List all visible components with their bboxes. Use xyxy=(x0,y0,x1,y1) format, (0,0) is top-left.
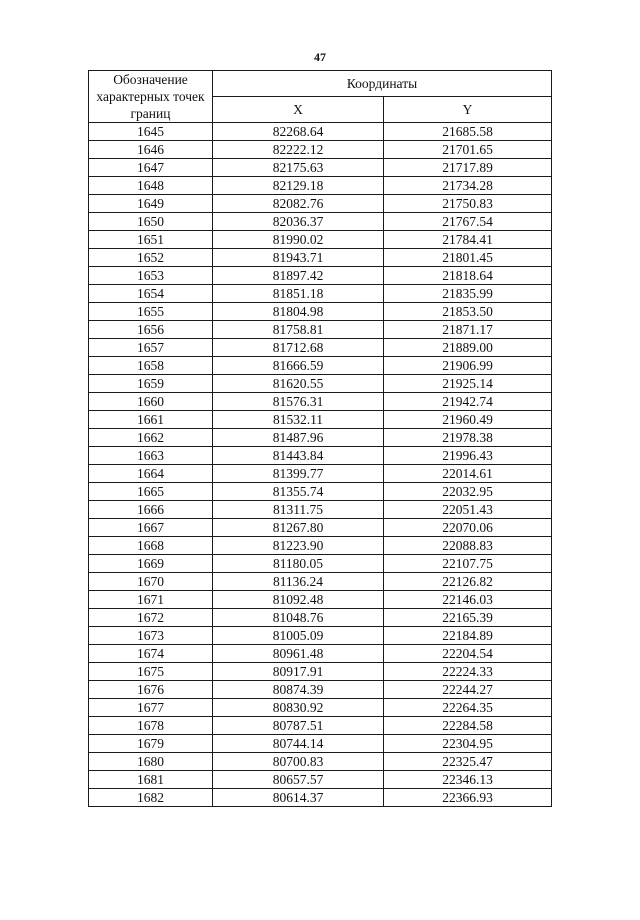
cell-y: 22304.95 xyxy=(384,735,552,753)
cell-x: 81267.80 xyxy=(213,519,384,537)
cell-y: 21889.00 xyxy=(384,339,552,357)
header-coordinates: Координаты xyxy=(213,71,552,97)
cell-point: 1673 xyxy=(89,627,213,645)
table-row xyxy=(89,231,552,249)
coordinates-table xyxy=(88,70,552,807)
table-row xyxy=(89,681,552,699)
cell-point: 1663 xyxy=(89,447,213,465)
table-row xyxy=(89,249,552,267)
cell-point: 1664 xyxy=(89,465,213,483)
cell-y: 22224.33 xyxy=(384,663,552,681)
cell-y: 21835.99 xyxy=(384,285,552,303)
cell-y: 22325.47 xyxy=(384,753,552,771)
table-row xyxy=(89,411,552,429)
cell-y: 21906.99 xyxy=(384,357,552,375)
cell-point: 1680 xyxy=(89,753,213,771)
cell-x: 80961.48 xyxy=(213,645,384,663)
cell-point: 1657 xyxy=(89,339,213,357)
table-row xyxy=(89,303,552,321)
cell-y: 21942.74 xyxy=(384,393,552,411)
cell-y: 22146.03 xyxy=(384,591,552,609)
table-row xyxy=(89,123,552,141)
cell-y: 21801.45 xyxy=(384,249,552,267)
table-row xyxy=(89,753,552,771)
table-row xyxy=(89,735,552,753)
cell-x: 80830.92 xyxy=(213,699,384,717)
cell-x: 80657.57 xyxy=(213,771,384,789)
cell-x: 81990.02 xyxy=(213,231,384,249)
cell-point: 1653 xyxy=(89,267,213,285)
cell-point: 1671 xyxy=(89,591,213,609)
cell-x: 80700.83 xyxy=(213,753,384,771)
table-row xyxy=(89,357,552,375)
cell-y: 21871.17 xyxy=(384,321,552,339)
cell-y: 21685.58 xyxy=(384,123,552,141)
cell-point: 1667 xyxy=(89,519,213,537)
table-row xyxy=(89,267,552,285)
cell-point: 1648 xyxy=(89,177,213,195)
cell-point: 1658 xyxy=(89,357,213,375)
cell-point: 1668 xyxy=(89,537,213,555)
cell-point: 1670 xyxy=(89,573,213,591)
cell-point: 1678 xyxy=(89,717,213,735)
cell-y: 21701.65 xyxy=(384,141,552,159)
cell-x: 81092.48 xyxy=(213,591,384,609)
table-row xyxy=(89,213,552,231)
cell-x: 81443.84 xyxy=(213,447,384,465)
table-row xyxy=(89,339,552,357)
cell-point: 1666 xyxy=(89,501,213,519)
cell-y: 22366.93 xyxy=(384,789,552,807)
cell-y: 21784.41 xyxy=(384,231,552,249)
cell-x: 81576.31 xyxy=(213,393,384,411)
cell-point: 1675 xyxy=(89,663,213,681)
cell-point: 1662 xyxy=(89,429,213,447)
cell-y: 22346.13 xyxy=(384,771,552,789)
table-row xyxy=(89,573,552,591)
cell-x: 81399.77 xyxy=(213,465,384,483)
header-row-top xyxy=(89,71,552,97)
cell-point: 1674 xyxy=(89,645,213,663)
cell-point: 1660 xyxy=(89,393,213,411)
table-row xyxy=(89,501,552,519)
header-y: Y xyxy=(384,97,552,123)
cell-x: 81804.98 xyxy=(213,303,384,321)
table-row xyxy=(89,159,552,177)
cell-point: 1650 xyxy=(89,213,213,231)
cell-x: 81355.74 xyxy=(213,483,384,501)
cell-y: 21978.38 xyxy=(384,429,552,447)
cell-point: 1669 xyxy=(89,555,213,573)
cell-point: 1654 xyxy=(89,285,213,303)
cell-point: 1646 xyxy=(89,141,213,159)
cell-point: 1651 xyxy=(89,231,213,249)
cell-point: 1679 xyxy=(89,735,213,753)
header-x: X xyxy=(213,97,384,123)
table-row xyxy=(89,447,552,465)
cell-x: 81620.55 xyxy=(213,375,384,393)
table-row xyxy=(89,537,552,555)
table-row xyxy=(89,789,552,807)
cell-y: 22014.61 xyxy=(384,465,552,483)
cell-x: 80787.51 xyxy=(213,717,384,735)
cell-x: 82129.18 xyxy=(213,177,384,195)
cell-y: 21767.54 xyxy=(384,213,552,231)
table-row xyxy=(89,177,552,195)
table-row xyxy=(89,285,552,303)
table-header xyxy=(89,71,552,123)
cell-y: 22088.83 xyxy=(384,537,552,555)
cell-point: 1672 xyxy=(89,609,213,627)
cell-y: 22264.35 xyxy=(384,699,552,717)
cell-x: 81897.42 xyxy=(213,267,384,285)
cell-point: 1649 xyxy=(89,195,213,213)
table-row xyxy=(89,141,552,159)
cell-point: 1645 xyxy=(89,123,213,141)
cell-x: 82268.64 xyxy=(213,123,384,141)
cell-y: 22284.58 xyxy=(384,717,552,735)
cell-y: 22204.54 xyxy=(384,645,552,663)
cell-x: 81666.59 xyxy=(213,357,384,375)
table-row xyxy=(89,609,552,627)
cell-point: 1659 xyxy=(89,375,213,393)
cell-x: 81851.18 xyxy=(213,285,384,303)
cell-y: 22107.75 xyxy=(384,555,552,573)
cell-point: 1682 xyxy=(89,789,213,807)
cell-y: 22126.82 xyxy=(384,573,552,591)
cell-point: 1656 xyxy=(89,321,213,339)
cell-y: 22244.27 xyxy=(384,681,552,699)
cell-x: 81943.71 xyxy=(213,249,384,267)
cell-y: 22051.43 xyxy=(384,501,552,519)
table-row xyxy=(89,627,552,645)
cell-point: 1676 xyxy=(89,681,213,699)
cell-point: 1661 xyxy=(89,411,213,429)
table-row xyxy=(89,483,552,501)
table-row xyxy=(89,555,552,573)
cell-y: 21960.49 xyxy=(384,411,552,429)
cell-y: 22032.95 xyxy=(384,483,552,501)
cell-x: 81532.11 xyxy=(213,411,384,429)
page-number: 47 xyxy=(314,50,326,64)
cell-x: 80744.14 xyxy=(213,735,384,753)
cell-x: 81712.68 xyxy=(213,339,384,357)
cell-point: 1647 xyxy=(89,159,213,177)
cell-x: 81487.96 xyxy=(213,429,384,447)
cell-x: 82036.37 xyxy=(213,213,384,231)
cell-x: 82175.63 xyxy=(213,159,384,177)
cell-point: 1677 xyxy=(89,699,213,717)
cell-y: 21853.50 xyxy=(384,303,552,321)
cell-y: 21717.89 xyxy=(384,159,552,177)
table-row xyxy=(89,771,552,789)
cell-x: 81048.76 xyxy=(213,609,384,627)
cell-point: 1681 xyxy=(89,771,213,789)
table-row xyxy=(89,465,552,483)
cell-y: 22184.89 xyxy=(384,627,552,645)
cell-x: 80874.39 xyxy=(213,681,384,699)
table-row xyxy=(89,663,552,681)
table-row xyxy=(89,519,552,537)
cell-x: 82082.76 xyxy=(213,195,384,213)
table-body xyxy=(89,123,552,807)
cell-x: 81136.24 xyxy=(213,573,384,591)
cell-x: 81005.09 xyxy=(213,627,384,645)
table-row xyxy=(89,699,552,717)
cell-y: 21925.14 xyxy=(384,375,552,393)
table-row xyxy=(89,429,552,447)
cell-x: 81311.75 xyxy=(213,501,384,519)
cell-x: 80614.37 xyxy=(213,789,384,807)
table-row xyxy=(89,591,552,609)
table-row xyxy=(89,321,552,339)
cell-point: 1655 xyxy=(89,303,213,321)
cell-point: 1665 xyxy=(89,483,213,501)
cell-y: 22070.06 xyxy=(384,519,552,537)
header-point-designation: Обозначение характерных точек границ xyxy=(89,71,213,123)
cell-x: 81758.81 xyxy=(213,321,384,339)
table-row xyxy=(89,717,552,735)
cell-y: 21996.43 xyxy=(384,447,552,465)
table-row xyxy=(89,393,552,411)
table-row xyxy=(89,645,552,663)
cell-y: 21818.64 xyxy=(384,267,552,285)
table-row xyxy=(89,375,552,393)
cell-y: 22165.39 xyxy=(384,609,552,627)
cell-x: 80917.91 xyxy=(213,663,384,681)
cell-x: 82222.12 xyxy=(213,141,384,159)
cell-y: 21734.28 xyxy=(384,177,552,195)
table-row xyxy=(89,195,552,213)
cell-x: 81223.90 xyxy=(213,537,384,555)
cell-y: 21750.83 xyxy=(384,195,552,213)
cell-point: 1652 xyxy=(89,249,213,267)
cell-x: 81180.05 xyxy=(213,555,384,573)
